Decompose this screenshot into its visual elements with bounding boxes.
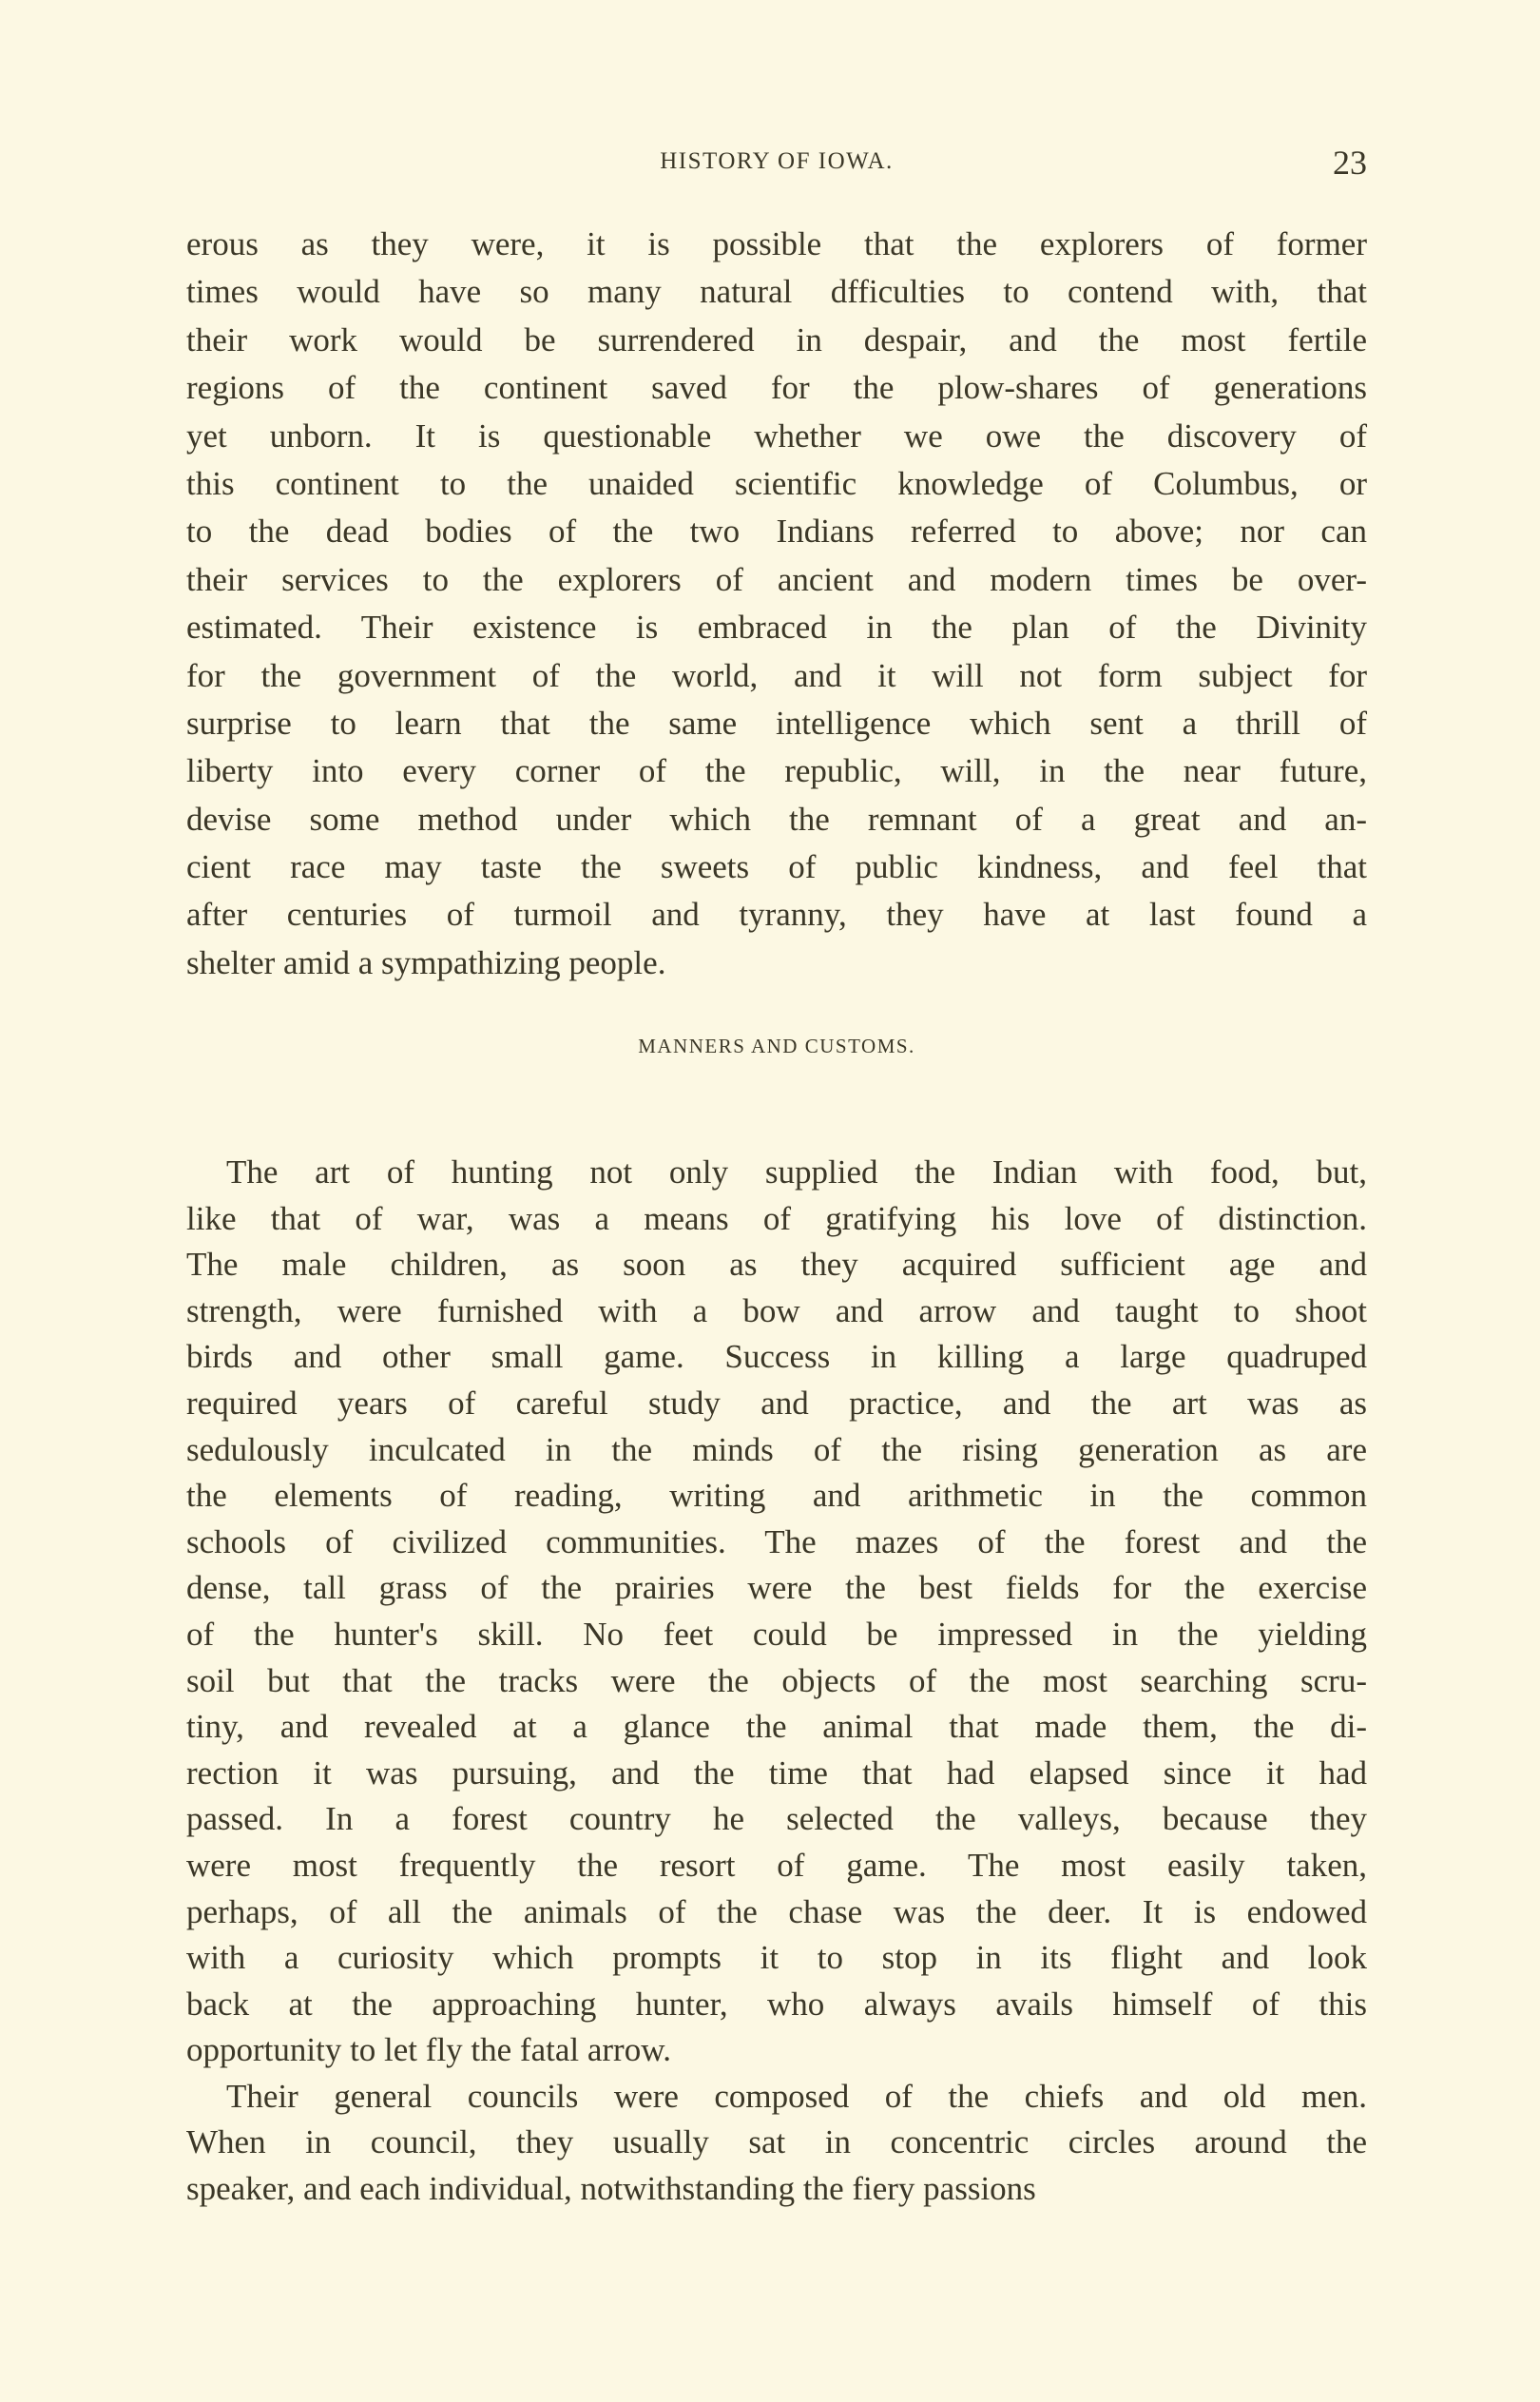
paragraph-2	[186, 1150, 1367, 2213]
text-line: shelter amid a sympathizing people.	[186, 943, 666, 981]
text-line: opportunity to let fly the fatal arrow.	[186, 2031, 671, 2069]
text-line: passed. In a forest country he selected the valleys, because they	[186, 1800, 1367, 1838]
text-line: regions of the continent saved for the plow-shares of generations	[186, 369, 1367, 407]
text-line: speaker, and each individual, notwithstanding the fiery passions	[186, 2170, 1036, 2208]
page-number: 23	[1333, 144, 1367, 182]
text-line: estimated. Their existence is embraced in the plan of the Divinity	[186, 609, 1367, 647]
text-line: like that of war, was a means of gratifying his love of distinction.	[186, 1199, 1367, 1237]
text-line: The art of hunting not only supplied the Indian with food, but,	[226, 1153, 1367, 1191]
text-line: tiny, and revealed at a glance the animal that made them, the di-	[186, 1708, 1367, 1746]
text-line: When in council, they usually sat in concentric circles around the	[186, 2123, 1367, 2161]
text-line: their services to the explorers of ancient and modern times be over-	[186, 560, 1367, 598]
running-header	[186, 143, 1367, 181]
text-line: their work would be surrendered in despair, and the most fertile	[186, 320, 1367, 358]
section-heading: MANNERS AND CUSTOMS.	[638, 1035, 915, 1057]
text-line: cient race may taste the sweets of public kindness, and feel that	[186, 848, 1367, 886]
text-line: back at the approaching hunter, who always avails himself of this	[186, 1985, 1367, 2023]
text-line: liberty into every corner of the republic, will, in the near future,	[186, 752, 1367, 790]
text-line: for the government of the world, and it will not form subject for	[186, 656, 1367, 694]
running-title: HISTORY OF IOWA.	[660, 148, 894, 174]
text-line: yet unborn. It is questionable whether we owe the discovery of	[186, 416, 1367, 455]
paragraph-1	[186, 221, 1367, 987]
text-line: erous as they were, it is possible that the explorers of former	[186, 225, 1367, 262]
text-line: strength, were furnished with a bow and arrow and taught to shoot	[186, 1291, 1367, 1329]
text-line: schools of civilized communities. The mazes of the forest and the	[186, 1522, 1367, 1560]
text-line: to the dead bodies of the two Indians referred to above; nor can	[186, 513, 1367, 551]
text-line: soil but that the tracks were the objects of the most searching scru-	[186, 1661, 1367, 1699]
text-line: this continent to the unaided scientific knowledge of Columbus, or	[186, 464, 1367, 502]
text-line: perhaps, of all the animals of the chase was the deer. It is endowed	[186, 1892, 1367, 1930]
text-line: were most frequently the resort of game. The most easily taken,	[186, 1846, 1367, 1884]
text-line: sedulously inculcated in the minds of the rising generation as are	[186, 1430, 1367, 1468]
text-line: dense, tall grass of the prairies were the best fields for the exercise	[186, 1569, 1367, 1607]
text-line: required years of careful study and practice, and the art was as	[186, 1384, 1367, 1422]
text-line: surprise to learn that the same intelligence which sent a thrill of	[186, 704, 1367, 742]
text-line: times would have so many natural dfficulties to contend with, that	[186, 273, 1367, 311]
text-line: The male children, as soon as they acquired sufficient age and	[186, 1246, 1367, 1284]
text-line: after centuries of turmoil and tyranny, they have at last found a	[186, 896, 1367, 934]
text-line: rection it was pursuing, and the time that had elapsed since it had	[186, 1753, 1367, 1792]
text-line: Their general councils were composed of the chiefs and old men.	[226, 2077, 1367, 2115]
text-line: devise some method under which the remnant of a great and an-	[186, 800, 1367, 838]
text-line: birds and other small game. Success in killing a large quadruped	[186, 1338, 1367, 1376]
text-line: the elements of reading, writing and arithmetic in the common	[186, 1477, 1367, 1515]
text-line: with a curiosity which prompts it to stop in its flight and look	[186, 1939, 1367, 1977]
text-line: of the hunter's skill. No feet could be impressed in the yielding	[186, 1615, 1367, 1653]
